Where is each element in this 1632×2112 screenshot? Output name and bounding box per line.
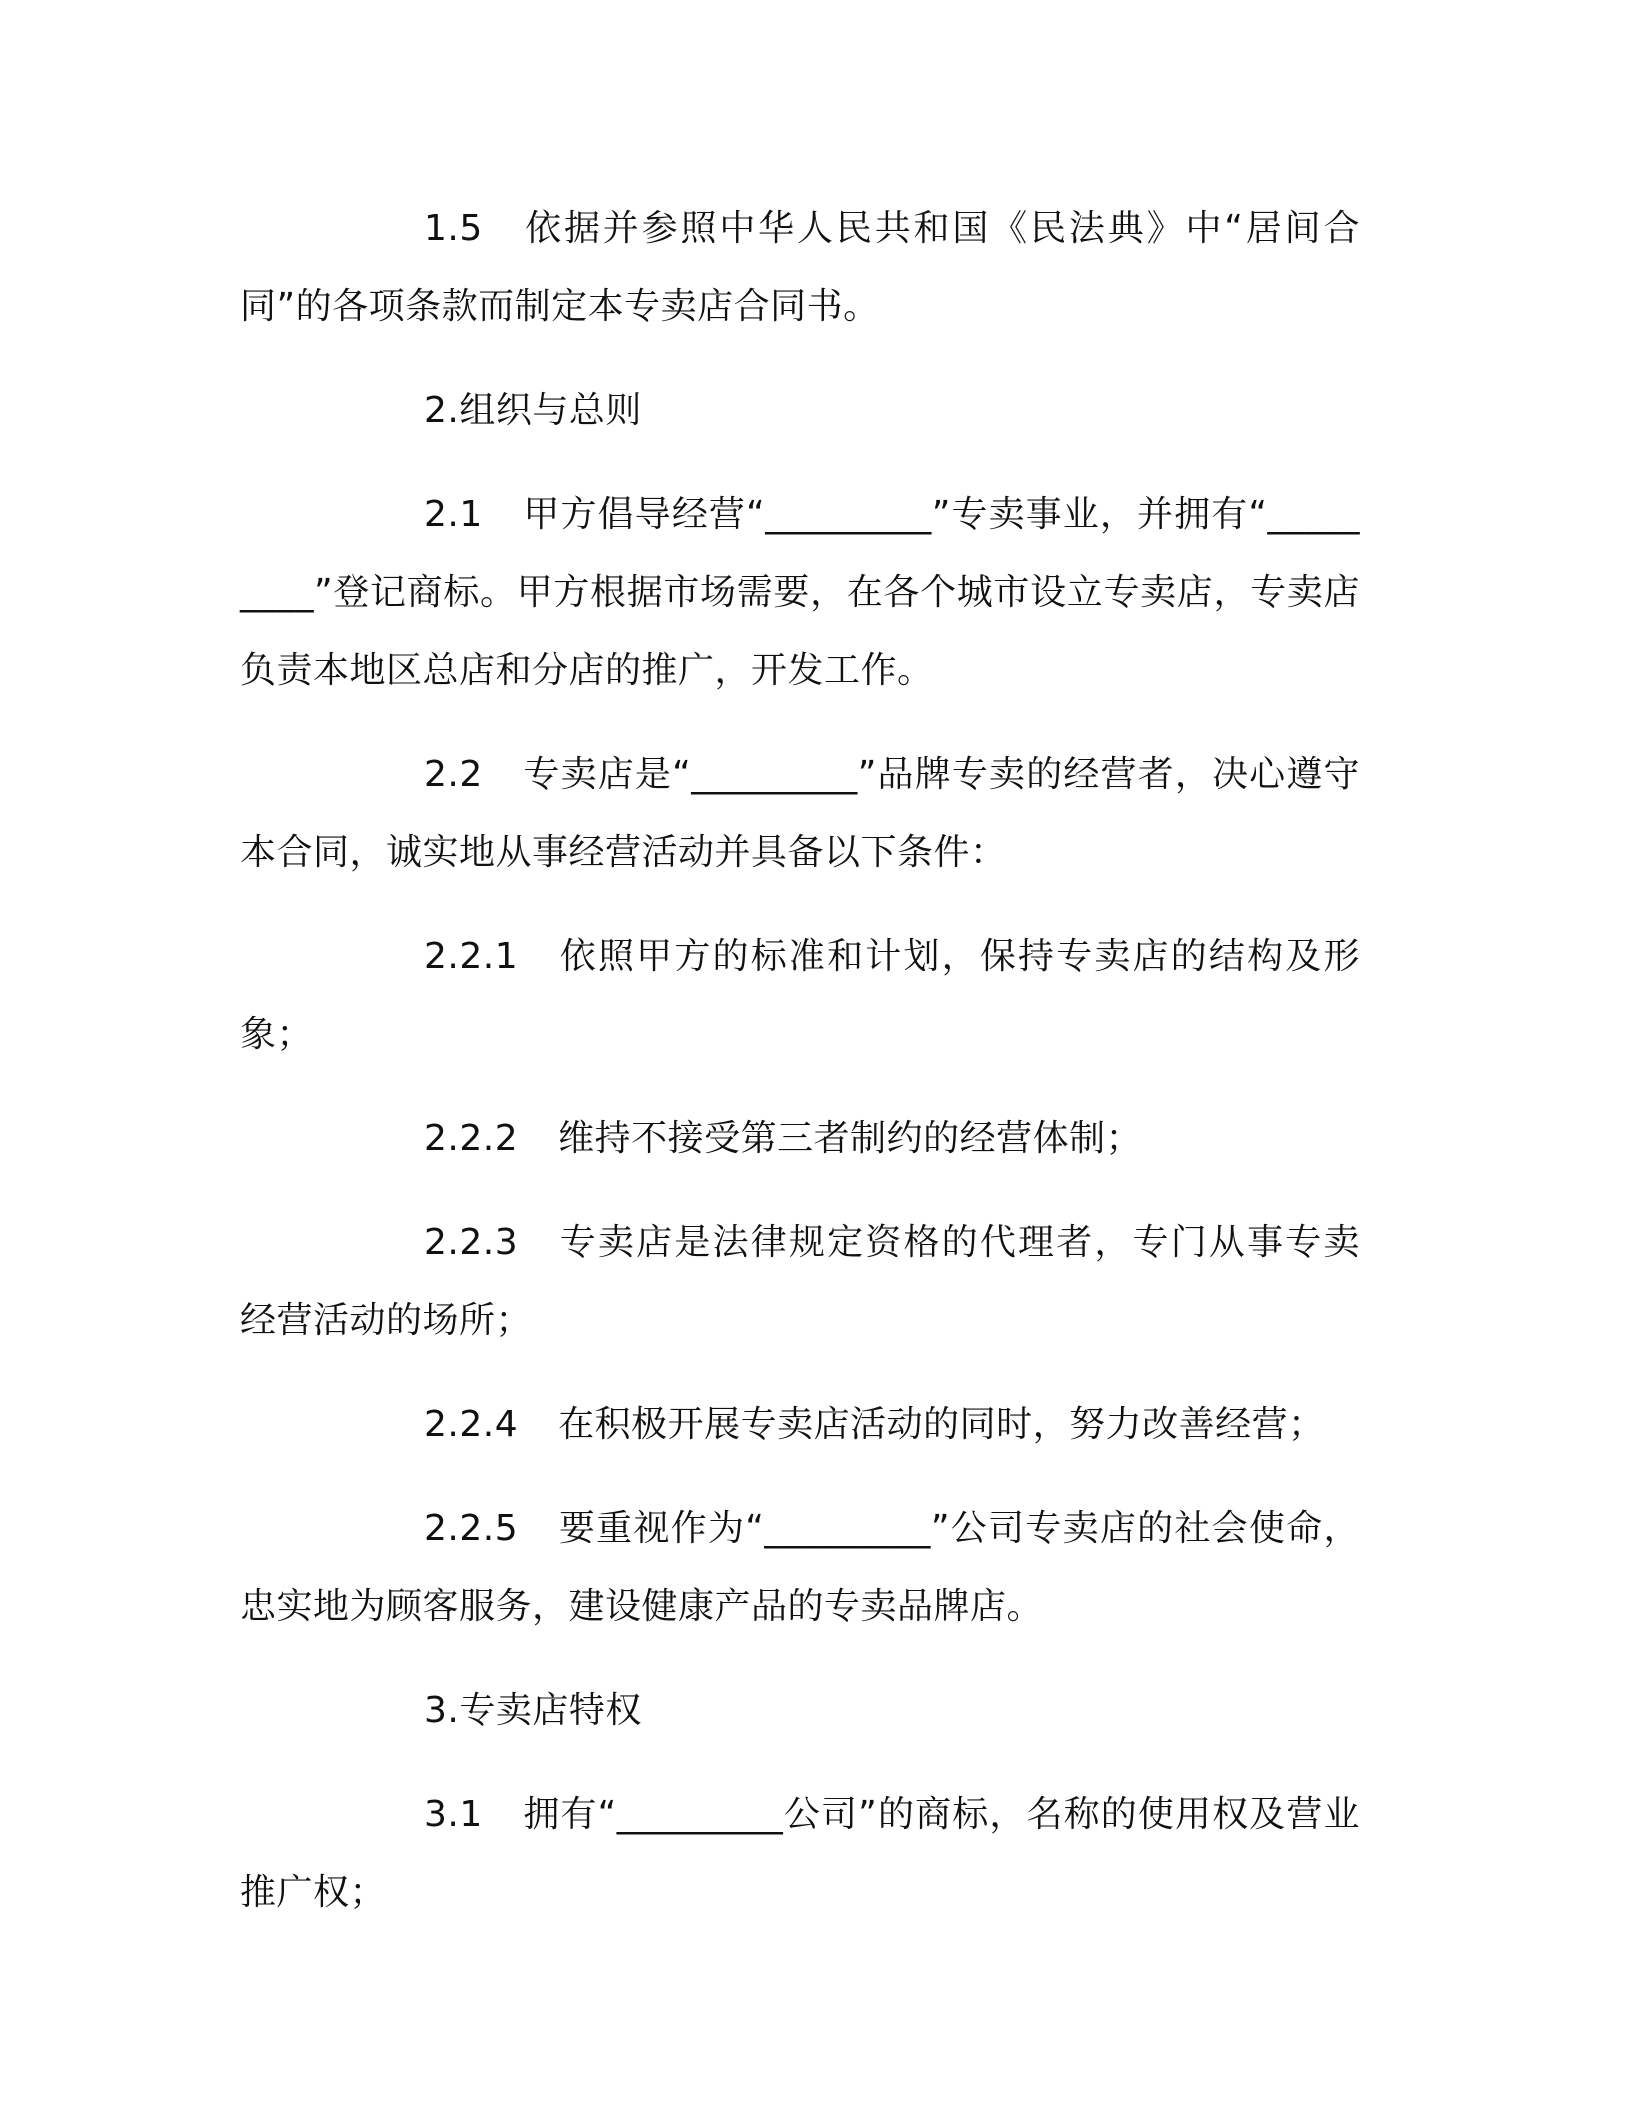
section-heading-2 — [240, 372, 1360, 450]
clause-number: 2.2 — [424, 754, 483, 795]
clause-text: 维持不接受第三者制约的经营体制； — [558, 1118, 1143, 1159]
clause-2-2-3 — [240, 1204, 1360, 1360]
clause-2-2-1 — [240, 918, 1360, 1074]
clause-number: 3.1 — [424, 1794, 483, 1835]
clause-2-1 — [240, 476, 1360, 710]
clause-text: 依据并参照中华人民共和国《民法典》中“居间合同”的各项条款而制定本专卖店合同书。 — [240, 208, 1360, 327]
clause-2-2-5 — [240, 1490, 1360, 1646]
clause-2-2-4 — [240, 1386, 1360, 1464]
section-heading-3 — [240, 1672, 1360, 1750]
clause-number: 2.2.5 — [424, 1508, 519, 1549]
document-body — [240, 190, 1360, 1958]
section-title: 组织与总则 — [459, 390, 642, 431]
clause-number: 1.5 — [424, 208, 483, 249]
clause-1-5 — [240, 190, 1360, 346]
clause-text: 拥有“_________公司”的商标，名称的使用权及营业推广权； — [240, 1794, 1360, 1913]
clause-text: 在积极开展专卖店活动的同时，努力改善经营； — [558, 1404, 1325, 1445]
section-number: 3. — [424, 1690, 460, 1731]
clause-text: 专卖店是“_________”品牌专卖的经营者，决心遵守本合同，诚实地从事经营活动并具备以下条件： — [240, 754, 1360, 873]
clause-2-2 — [240, 736, 1360, 892]
clause-text: 专卖店是法律规定资格的代理者，专门从事专卖经营活动的场所； — [240, 1222, 1360, 1341]
clause-number: 2.1 — [424, 494, 483, 535]
clause-number: 2.2.1 — [424, 936, 519, 977]
clause-number: 2.2.2 — [424, 1118, 519, 1159]
clause-number: 2.2.3 — [424, 1222, 519, 1263]
clause-text: 依照甲方的标准和计划，保持专卖店的结构及形象； — [240, 936, 1360, 1055]
section-title: 专卖店特权 — [459, 1690, 642, 1731]
section-number: 2. — [424, 390, 460, 431]
clause-number: 2.2.4 — [424, 1404, 519, 1445]
clause-2-2-2 — [240, 1100, 1360, 1178]
clause-3-1 — [240, 1776, 1360, 1932]
clause-text: 甲方倡导经营“_________”专卖事业，并拥有“_________”登记商标。甲方根据市场需要，在各个城市设立专卖店，专卖店负责本地区总店和分店的推广，开发工作。 — [240, 494, 1360, 691]
clause-text: 要重视作为“_________”公司专卖店的社会使命，忠实地为顾客服务，建设健康产品的专卖品牌店。 — [240, 1508, 1360, 1627]
